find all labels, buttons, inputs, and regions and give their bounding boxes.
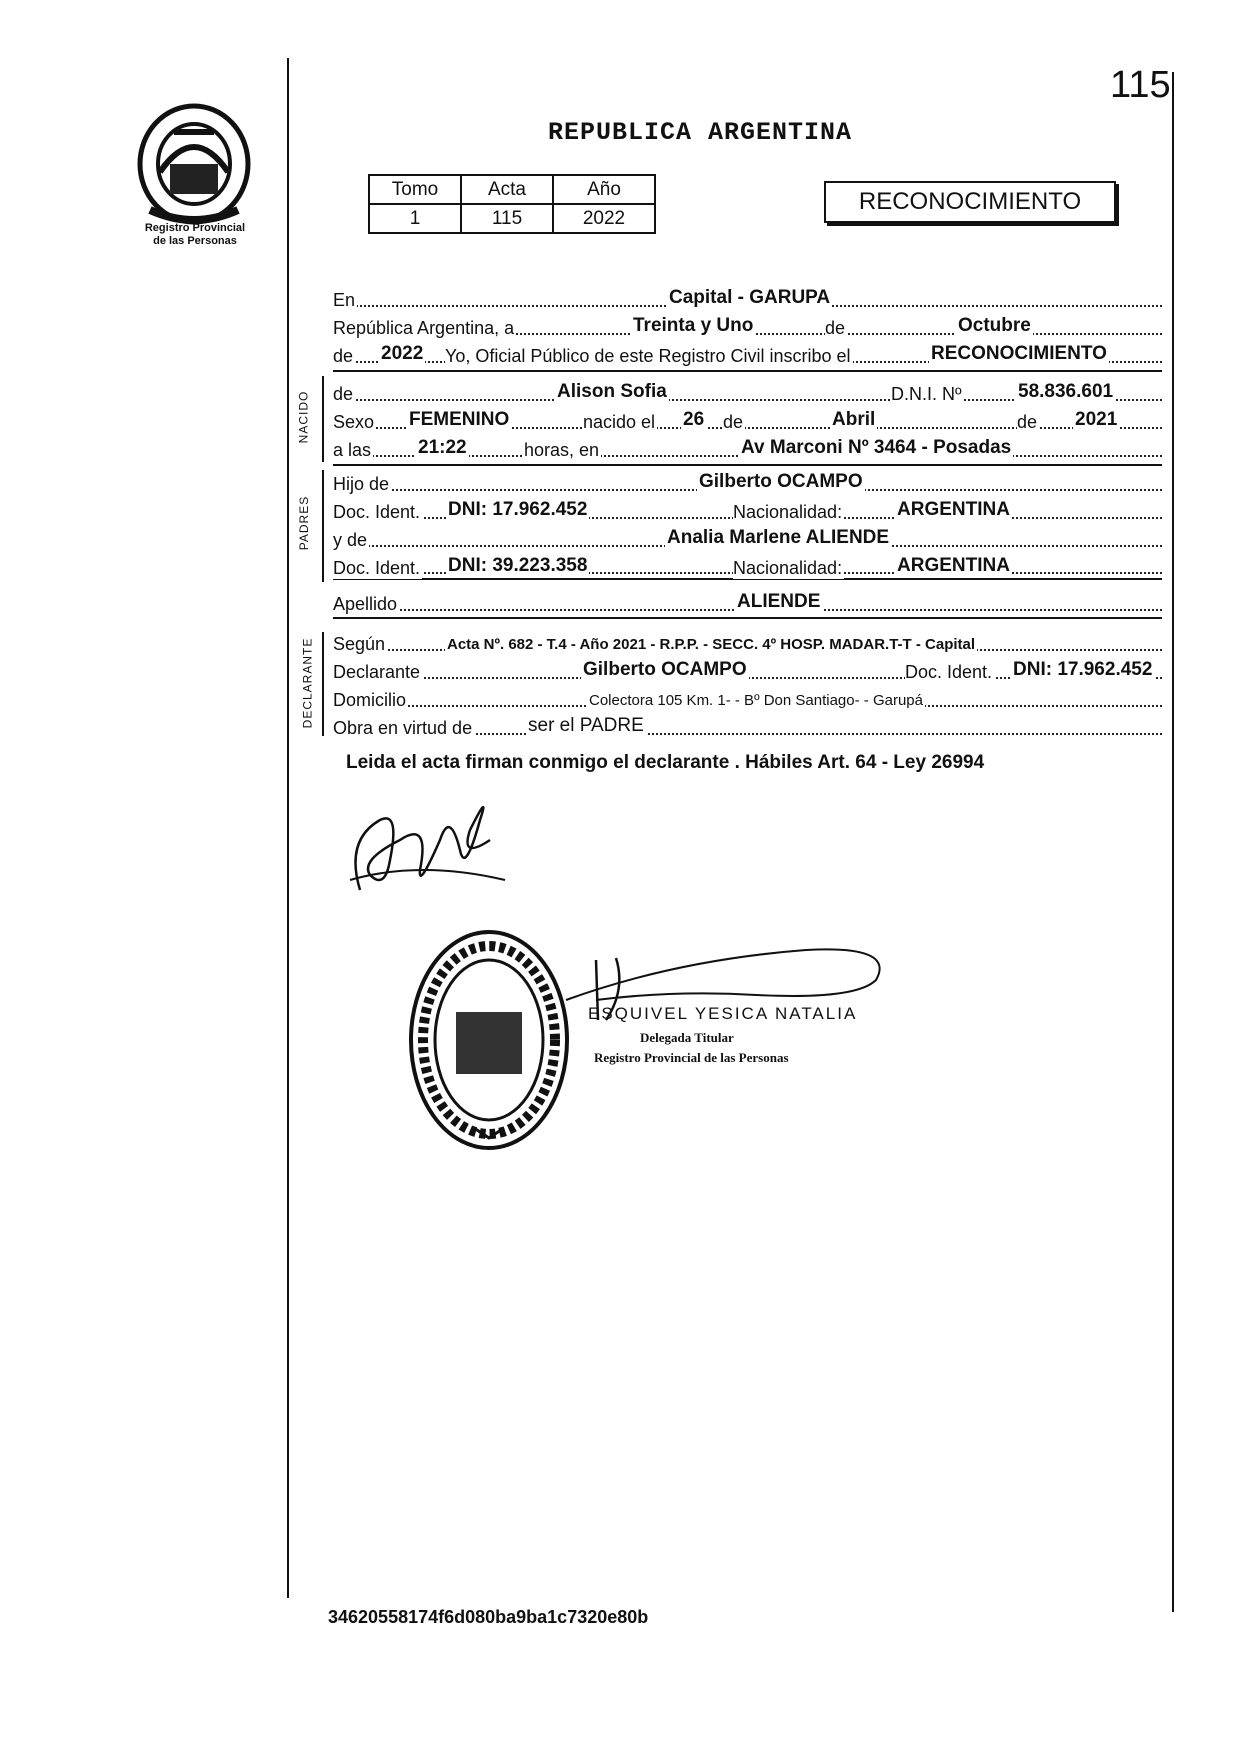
domicilio-value: Colectora 105 Km. 1- - Bº Don Santiago- - Garupá: [589, 692, 923, 709]
anio-nac-value: 2021: [1075, 409, 1118, 430]
padre-value: Gilberto OCAMPO: [699, 471, 863, 492]
registrar-role: Delegada Titular: [640, 1030, 734, 1045]
row-sexo: Sexo FEMENINO nacido el 26 de Abril de 2021: [333, 406, 1162, 434]
left-margin-line: [287, 58, 289, 1598]
row-en: En Capital - GARUPA: [333, 284, 1162, 312]
page-number: 115: [1110, 64, 1171, 106]
padres-bracket: [322, 470, 324, 582]
side-label-padres: PADRES: [297, 495, 312, 551]
madre-nac-value: ARGENTINA: [897, 555, 1010, 576]
lugar-value: Av Marconi Nº 3464 - Posadas: [741, 437, 1012, 458]
declarante-doc-value: DNI: 17.962.452: [1013, 659, 1153, 680]
row-padre-doc: Doc. Ident. DNI: 17.962.452 Nacionalidad: ARGENTINA: [333, 496, 1162, 524]
official-seal: [404, 920, 574, 1160]
declarant-signature: [340, 780, 510, 900]
section-divider-3: [333, 617, 1162, 619]
row-year: de 2022 Yo, Oficial Público de este Registro Civil inscribo el RECONOCIMIENTO: [333, 340, 1162, 368]
header-anio: Año: [553, 175, 655, 204]
value-anio: 2022: [553, 204, 655, 233]
nombre-value: Alison Sofia: [557, 381, 667, 402]
row-hora: a las 21:22 horas, en Av Marconi Nº 3464 - Posadas: [333, 434, 1162, 462]
en-value: Capital - GARUPA: [669, 287, 831, 308]
row-nombre: de Alison Sofia D.N.I. Nº 58.836.601: [333, 378, 1162, 406]
mes-value: Abril: [832, 409, 876, 430]
registrar-name: ESQUIVEL YESICA NATALIA: [588, 1004, 858, 1023]
header-acta: Acta: [461, 175, 553, 204]
value-acta: 115: [461, 204, 553, 233]
row-apellido: Apellido ALIENDE: [333, 588, 1162, 616]
row-madre: y de Analia Marlene ALIENDE: [333, 524, 1162, 552]
row-madre-doc: Doc. Ident. DNI: 39.223.358 Nacionalidad: ARGENTINA: [333, 552, 1162, 580]
header-tomo: Tomo: [369, 175, 461, 204]
section-divider-2: [333, 464, 1162, 466]
madre-doc-value: DNI: 39.223.358: [448, 555, 588, 576]
closing-statement: Leida el acta firman conmigo el declarante . Hábiles Art. 64 - Ley 26994: [346, 752, 985, 773]
month-value: Octubre: [958, 315, 1031, 336]
obra-value: ser el PADRE: [528, 715, 644, 736]
row-padre: Hijo de Gilberto OCAMPO: [333, 468, 1162, 496]
padre-doc-value: DNI: 17.962.452: [448, 499, 588, 520]
row-segun: Según Acta Nº. 682 - T.4 - Año 2021 - R.P.P. - SECC. 4º HOSP. MADAR.T-T - Capital: [333, 628, 1162, 656]
declarante-value: Gilberto OCAMPO: [583, 659, 747, 680]
province-logo: [130, 102, 258, 226]
hora-value: 21:22: [418, 437, 467, 458]
dia-value: 26: [683, 409, 705, 430]
document-hash: 34620558174f6d080ba9ba1c7320e80b: [328, 1607, 649, 1627]
nacido-bracket: [322, 376, 324, 462]
inscribo-value: RECONOCIMIENTO: [931, 343, 1107, 364]
year-value: 2022: [381, 343, 424, 364]
padre-nac-value: ARGENTINA: [897, 499, 1010, 520]
madre-value: Analia Marlene ALIENDE: [667, 527, 890, 548]
record-table: [368, 174, 656, 234]
dni-value: 58.836.601: [1018, 381, 1114, 402]
row-declarante: Declarante Gilberto OCAMPO Doc. Ident. DNI: 17.962.452: [333, 656, 1162, 684]
segun-value: Acta Nº. 682 - T.4 - Año 2021 - R.P.P. - SECC. 4º HOSP. MADAR.T-T - Capital: [447, 636, 976, 653]
row-obra: Obra en virtud de ser el PADRE: [333, 712, 1162, 740]
side-label-declarante: DECLARANTE: [300, 637, 315, 729]
registrar-org: Registro Provincial de las Personas: [594, 1050, 789, 1065]
row-domicilio: Domicilio Colectora 105 Km. 1- - Bº Don Santiago- - Garupá: [333, 684, 1162, 712]
document-title: REPUBLICA ARGENTINA: [548, 118, 853, 147]
right-margin-line: [1172, 72, 1174, 1612]
act-type-box: RECONOCIMIENTO: [824, 181, 1116, 223]
day-value: Treinta y Uno: [633, 315, 754, 336]
side-label-nacido: NACIDO: [296, 390, 311, 444]
value-tomo: 1: [369, 204, 461, 233]
row-republica: República Argentina, a Treinta y Uno de Octubre: [333, 312, 1162, 340]
section-divider-1: [333, 370, 1162, 372]
apellido-value: ALIENDE: [737, 591, 821, 612]
sexo-value: FEMENINO: [409, 409, 510, 430]
logo-caption: Registro Provincial de las Personas: [144, 222, 246, 247]
declarante-bracket: [322, 632, 324, 736]
